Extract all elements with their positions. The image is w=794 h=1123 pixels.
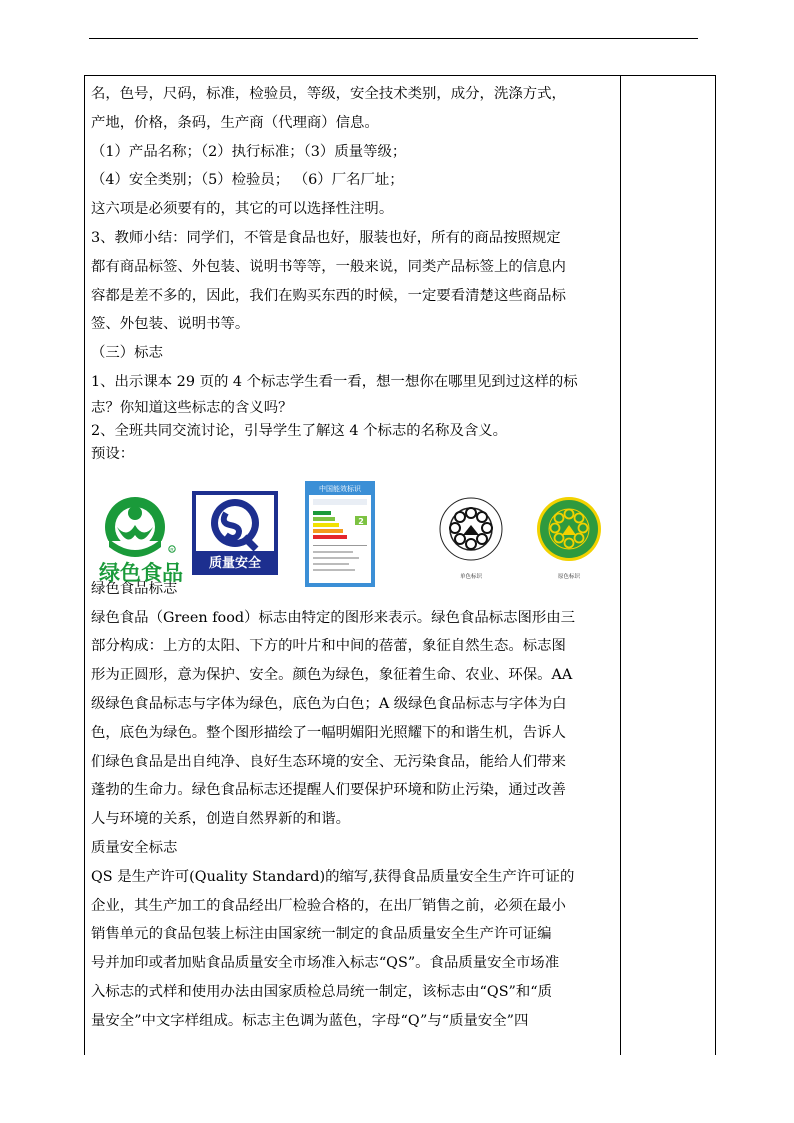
qs-icon	[192, 491, 278, 575]
text-line: QS 是生产许可(Quality Standard)的缩写,获得食品质量安全生产许可证的	[91, 868, 575, 885]
text-line: 名，色号，尺码，标准，检验员，等级，安全技术类别，成分，洗涤方式，	[91, 86, 566, 102]
env-left-caption: 单色标识	[459, 574, 483, 580]
svg-text:2: 2	[358, 517, 364, 526]
subheading: 质量安全标志	[91, 839, 178, 856]
text-line: 容都是差不多的，因此，我们在购买东西的时候，一定要看清楚这些商品标	[91, 287, 566, 304]
qs-label: 质量安全	[208, 556, 262, 571]
text-line: 3、教师小结：同学们，不管是食品也好，服装也好，所有的商品按照规定	[91, 229, 561, 246]
green-food-label: 绿色食品	[99, 561, 183, 585]
energy-efficiency-icon	[305, 481, 375, 587]
env-right-caption: 原色标识	[557, 574, 581, 580]
section-heading: （三）标志	[91, 345, 163, 362]
text-line: 1、出示课本 29 页的 4 个标志学生看一看，想一想你在哪里见到过这样的标	[91, 373, 578, 390]
text-line: 们绿色食品是出自纯净、良好生态环境的安全、无污染食品，能给人们带来	[91, 753, 566, 770]
text-line: 都有商品标签、外包装、说明书等等，一般来说，同类产品标签上的信息内	[91, 258, 566, 275]
text-line: 形为正圆形，意为保护、安全。颜色为绿色，象征着生命、农业、环保。AA	[91, 667, 573, 684]
text-line: 产地，价格，条码，生产商（代理商）信息。	[91, 114, 379, 131]
header-rule	[89, 38, 698, 39]
text-line: 人与环境的关系，创造自然界新的和谐。	[91, 811, 351, 828]
env-color-icon	[532, 495, 606, 583]
green-food-logo	[99, 495, 183, 587]
subheading: 绿色食品标志	[91, 580, 178, 597]
text-line: 预设：	[91, 445, 135, 462]
text-line: 入标志的式样和使用办法由国家质检总局统一制定，该标志由“QS”和“质	[91, 983, 553, 1000]
text-line: 色，底色为绿色。整个图形描绘了一幅明媚阳光照耀下的和谐生机，告诉人	[91, 724, 566, 741]
text-line: 2、全班共同交流讨论，引导学生了解这 4 个标志的名称及含义。	[91, 422, 508, 439]
text-line: 蓬勃的生命力。绿色食品标志还提醒人们要保护环境和防止污染，通过改善	[91, 782, 566, 799]
text-line: 签、外包装、说明书等。	[91, 316, 250, 333]
text-line: （1）产品名称；（2）执行标准；（3）质量等级；	[91, 143, 407, 160]
env-mono-icon	[435, 497, 507, 583]
text-line: 销售单元的食品包装上标注由国家统一制定的食品质量安全生产许可证编	[91, 926, 552, 943]
text-line: 量安全”中文字样组成。标志主色调为蓝色，字母“Q”与“质量安全”四	[91, 1012, 529, 1029]
text-line: 号并加印或者加贴食品质量安全市场准入标志“QS”。食品质量安全市场准	[91, 955, 560, 972]
text-line: 企业，其生产加工的食品经出厂检验合格的，在出厂销售之前，必须在最小	[91, 897, 566, 914]
text-line: 级绿色食品标志与字体为绿色，底色为白色；A 级绿色食品标志与字体为白	[91, 695, 567, 712]
logo-strip	[95, 485, 615, 591]
text-line: 绿色食品（Green food）标志由特定的图形来表示。绿色食品标志图形由三	[91, 609, 576, 626]
text-line: 部分构成：上方的太阳、下方的叶片和中间的蓓蕾，象征自然生态。标志图	[91, 638, 566, 655]
svg-text:R: R	[170, 547, 174, 552]
column-divider	[620, 76, 621, 1055]
energy-label	[305, 481, 375, 587]
env-label-color	[532, 495, 606, 583]
text-line: （4）安全类别；（5）检验员； （6）厂名厂址；	[91, 172, 404, 189]
env-label-mono	[435, 497, 507, 583]
text-line: 志？你知道这些标志的含义吗？	[91, 399, 293, 416]
lesson-table	[84, 75, 716, 1055]
energy-title: 中国能效标识	[319, 485, 361, 493]
green-food-icon	[99, 495, 183, 587]
qs-logo	[192, 491, 278, 575]
text-line: 这六项是必须要有的，其它的可以选择性注明。	[91, 201, 394, 218]
